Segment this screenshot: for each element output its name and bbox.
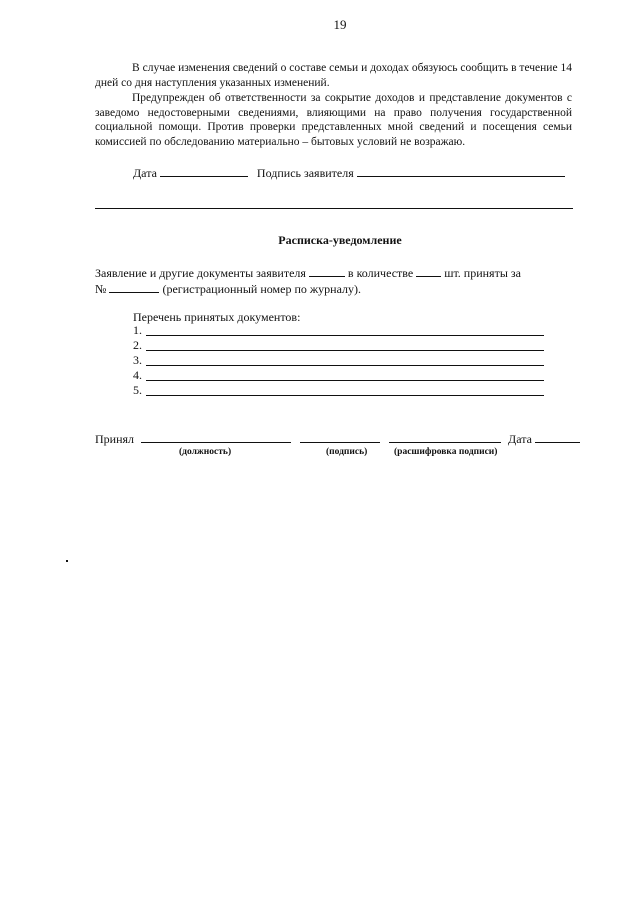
position-caption: (должность) — [179, 447, 232, 457]
document-line-5[interactable] — [146, 395, 544, 396]
receipt-documents-line — [95, 266, 521, 281]
receipt-registration-line — [95, 282, 361, 297]
paragraph-responsibility-warning-text: Предупрежден об ответственности за сокрытие доходов и представление документов с заведомо недостоверными сведениями, влияющими на право получения государственной социальной помощи. Против проверки представленных мной сведений и посещения семьи комиссией по обследованию материально – бытовых условий не возражаю. — [95, 92, 572, 148]
accepted-date-line[interactable] — [535, 441, 580, 443]
date-label: Дата — [133, 166, 157, 180]
applicant-signature-line[interactable] — [357, 175, 565, 177]
document-item-number: 3. — [133, 353, 142, 367]
paragraph-notify-changes-text: В случае изменения сведений о составе семьи и доходах обязуюсь сообщить в течение 14 дней со дня наступления указанных изменений. — [95, 62, 572, 89]
signature-field-line[interactable] — [300, 441, 380, 443]
position-field-line[interactable] — [141, 441, 291, 443]
date-field-line[interactable] — [160, 175, 248, 177]
registration-note: (регистрационный номер по журналу). — [162, 282, 361, 296]
document-item-number: 2. — [133, 338, 142, 352]
signature-caption: (подпись) — [326, 447, 368, 457]
document-item-number: 1. — [133, 323, 142, 337]
documents-list-heading: Перечень принятых документов: — [133, 310, 301, 324]
document-line-3[interactable] — [146, 365, 544, 366]
receipt-quantity-text: в количестве — [347, 266, 414, 280]
receipt-accepted-text: шт. приняты за — [444, 266, 521, 280]
applicant-signature-label: Подпись заявителя — [256, 166, 354, 180]
registration-number-line[interactable] — [109, 291, 159, 293]
documents-field-line[interactable] — [309, 275, 345, 277]
document-item-number: 5. — [133, 383, 142, 397]
signature-decoding-line[interactable] — [389, 441, 501, 443]
page-number: 19 — [333, 17, 347, 32]
accepted-by-row — [95, 432, 580, 447]
paragraph-responsibility-warning — [95, 91, 572, 149]
quantity-field-line[interactable] — [416, 275, 441, 277]
accepted-date-label: Дата — [508, 432, 532, 446]
receipt-documents-text: Заявление и другие документы заявителя — [95, 266, 306, 280]
number-sign: № — [95, 282, 107, 296]
decoding-caption: (расшифровка подписи) — [394, 447, 498, 457]
document-line-4[interactable] — [146, 380, 544, 381]
accepted-by-label: Принял — [95, 432, 135, 446]
document-item-number: 4. — [133, 368, 142, 382]
applicant-signature-row — [133, 166, 565, 181]
section-divider — [95, 208, 573, 209]
document-line-1[interactable] — [146, 335, 544, 336]
stray-mark — [66, 560, 68, 562]
receipt-title: Расписка-уведомление — [278, 233, 402, 247]
document-line-2[interactable] — [146, 350, 544, 351]
paragraph-notify-changes — [95, 61, 572, 90]
